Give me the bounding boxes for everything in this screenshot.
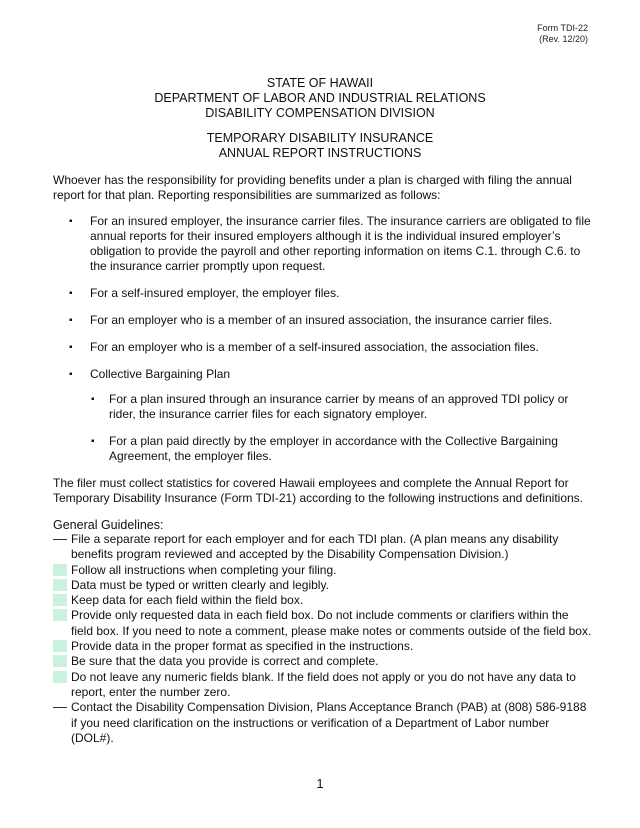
guideline-text: Contact the Disability Compensation Division, Plans Acceptance Branch (PAB) at (808) 586-9188 if you need clarification on the instructions or verification of a Department of Labor number (DOL#). <box>71 700 587 745</box>
bullet-text: Collective Bargaining Plan <box>90 367 231 381</box>
guideline-text: Do not leave any numeric fields blank. If the field does not apply or you do not have any data to report, enter the number zero. <box>71 669 576 699</box>
guideline-text: Provide data in the proper format as specified in the instructions. <box>71 639 414 654</box>
form-revision: (Rev. 12/20) <box>539 34 588 44</box>
collective-bargaining-sublist <box>90 392 593 464</box>
list-item <box>53 563 593 578</box>
guideline-text: Provide only requested data in each field box. Do not include comments or clarifiers within the field box. If you need to note a comment, please make notes or comments outside of the field box. <box>71 608 592 638</box>
guideline-text: Data must be typed or written clearly and legibly. <box>71 577 329 592</box>
list-item <box>53 532 593 563</box>
header-department: DEPARTMENT OF LABOR AND INDUSTRIAL RELATIONS <box>154 91 486 105</box>
sub-bullet-text: For a plan paid directly by the employer in accordance with the Collective Bargaining Agreement, the employer files. <box>109 434 558 463</box>
guidelines-heading: General Guidelines: <box>53 518 164 532</box>
list-item <box>53 593 593 608</box>
title-line-1: TEMPORARY DISABILITY INSURANCE <box>206 131 434 145</box>
guideline-text: Keep data for each field within the field box. <box>71 593 304 608</box>
list-marker-icon <box>53 609 67 621</box>
bullet-text: For a self-insured employer, the employer files. <box>90 286 340 300</box>
list-item <box>53 639 593 654</box>
agency-header <box>0 76 640 121</box>
list-item <box>90 434 593 464</box>
header-state: STATE OF HAWAII <box>266 76 374 90</box>
list-marker-icon <box>53 671 67 683</box>
bullet-text: For an insured employer, the insurance carrier files. The insurance carriers are obligated to file annual reports for their insured employers although it is the individual insured employer’s obligation to provide the payroll and other reporting information on items C.1. through C.6. to the insurance carrier promptly upon request. <box>90 214 591 273</box>
list-marker-icon <box>53 640 67 652</box>
list-marker-icon <box>53 701 67 713</box>
form-identifier <box>537 23 588 45</box>
list-item <box>53 700 593 746</box>
list-item <box>90 392 593 422</box>
bullet-text: For an employer who is a member of an insured association, the insurance carrier files. <box>90 313 553 327</box>
list-marker-icon <box>53 564 67 576</box>
page-number: 1 <box>316 776 324 791</box>
document-title <box>0 131 640 161</box>
list-item <box>53 578 593 593</box>
intro-paragraph: Whoever has the responsibility for providing benefits under a plan is charged with filing the annual report for that plan. Reporting responsibilities are summarized as follows: <box>53 173 572 202</box>
list-marker-icon <box>53 579 67 591</box>
list-item <box>53 340 593 355</box>
header-division: DISABILITY COMPENSATION DIVISION <box>205 106 435 120</box>
list-marker-icon <box>53 533 67 545</box>
sub-bullet-text: For a plan insured through an insurance carrier by means of an approved TDI policy or rider, the insurance carrier files for each signatory employer. <box>109 392 569 421</box>
list-item <box>53 367 593 464</box>
guideline-text: Be sure that the data you provide is correct and complete. <box>71 654 379 669</box>
responsibility-list <box>53 214 593 476</box>
list-marker-icon <box>53 655 67 667</box>
title-line-2: ANNUAL REPORT INSTRUCTIONS <box>218 146 422 160</box>
list-item <box>53 654 593 669</box>
list-item <box>53 286 593 301</box>
list-item <box>53 670 593 701</box>
filer-paragraph: The filer must collect statistics for covered Hawaii employees and complete the Annual Report for Temporary Disability Insurance (Form TDI-21) according to the following instructions and definitions. <box>53 476 584 505</box>
guidelines-list <box>53 532 593 746</box>
list-marker-icon <box>53 594 67 606</box>
form-number: Form TDI-22 <box>537 23 588 33</box>
list-item <box>53 608 593 639</box>
guideline-text: File a separate report for each employer and for each TDI plan. (A plan means any disability benefits program reviewed and accepted by the Disability Compensation Division.) <box>71 532 559 562</box>
list-item <box>53 214 593 274</box>
list-item <box>53 313 593 328</box>
bullet-text: For an employer who is a member of a self-insured association, the association files. <box>90 340 539 354</box>
guideline-text: Follow all instructions when completing your filing. <box>71 562 337 577</box>
